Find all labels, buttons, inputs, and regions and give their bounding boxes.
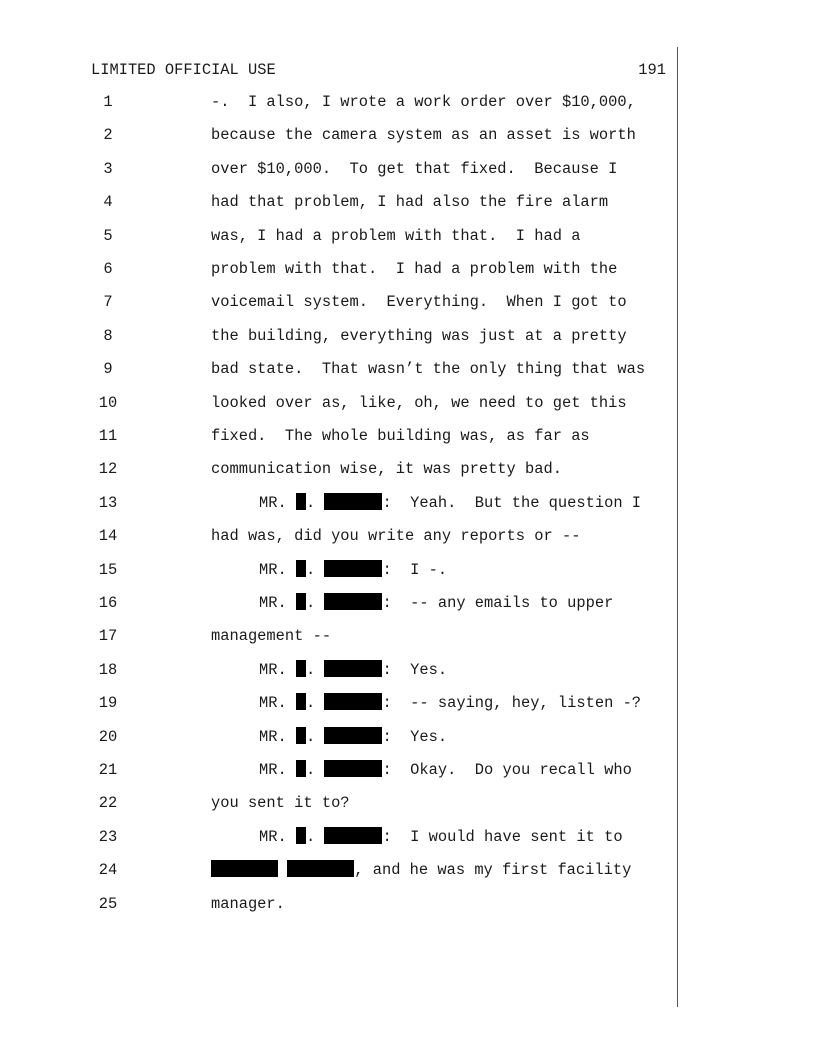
line-text	[211, 894, 285, 914]
line-text	[259, 727, 447, 747]
redaction-block	[324, 493, 382, 510]
transcript-line	[0, 526, 677, 559]
line-text	[211, 226, 580, 246]
line-text	[211, 92, 636, 112]
transcript-line	[0, 192, 677, 225]
transcript-line	[0, 459, 677, 492]
line-content: was, I had a problem with that. I had a	[211, 226, 581, 245]
line-number: 24	[98, 861, 118, 880]
transcript-line	[0, 626, 677, 659]
line-content: had that problem, I had also the fire alarm	[211, 193, 609, 212]
transcript-line	[0, 894, 677, 927]
line-number: 17	[98, 627, 118, 646]
redaction-block	[296, 593, 306, 610]
line-number: 18	[98, 660, 118, 679]
line-text	[211, 626, 331, 646]
line-number: 1	[103, 93, 113, 111]
speaker-prefix: MR.	[259, 727, 296, 746]
transcript-line	[0, 693, 677, 726]
speaker-prefix: MR.	[259, 594, 296, 612]
transcript-line	[0, 593, 677, 626]
speaker-prefix: MR.	[259, 761, 296, 779]
speaker-separator: .	[305, 727, 325, 746]
line-number: 14	[98, 527, 118, 546]
line-number: 23	[98, 827, 118, 846]
line-text	[211, 459, 562, 479]
line-content: : -- saying, hey, listen -?	[382, 694, 642, 713]
line-text	[211, 326, 627, 346]
transcript-line	[0, 426, 677, 459]
redaction-block	[324, 727, 382, 744]
line-content: : Yeah. But the question I	[382, 493, 642, 512]
redaction-block	[324, 760, 382, 777]
transcript-line	[0, 660, 677, 693]
line-text	[211, 159, 617, 179]
line-text	[259, 660, 447, 680]
line-text	[211, 860, 631, 880]
speaker-prefix: MR.	[259, 660, 296, 679]
speaker-separator: .	[305, 761, 325, 779]
line-text	[211, 125, 636, 145]
transcript-line	[0, 727, 677, 760]
redaction-block	[296, 660, 306, 677]
line-number: 4	[103, 193, 113, 212]
line-number: 21	[98, 761, 118, 779]
line-text	[211, 192, 608, 212]
line-number: 9	[103, 360, 113, 379]
line-content: manager.	[211, 894, 285, 913]
line-text	[211, 526, 580, 546]
redaction-block	[324, 593, 382, 610]
redaction-block	[324, 560, 382, 577]
line-text	[211, 359, 645, 379]
transcript-line	[0, 860, 677, 893]
line-content: : Yes.	[382, 660, 448, 679]
document-header-label: LIMITED OFFICIAL USE	[91, 61, 276, 79]
redaction-block	[324, 660, 382, 677]
line-content: communication wise, it was pretty bad.	[211, 460, 562, 479]
line-content: fixed. The whole building was, as far as	[211, 427, 590, 445]
line-text	[211, 292, 627, 312]
line-content: over $10,000. To get that fixed. Because I	[211, 159, 618, 178]
redaction-block	[287, 860, 354, 877]
page-number: 191	[638, 61, 666, 79]
transcript-line	[0, 159, 677, 192]
line-number: 20	[98, 727, 118, 746]
transcript-line	[0, 125, 677, 158]
transcript-line	[0, 92, 677, 125]
transcript-line	[0, 560, 677, 593]
transcript-line	[0, 393, 677, 426]
speaker-separator: .	[305, 827, 325, 846]
line-content: problem with that. I had a problem with the	[211, 260, 618, 278]
speaker-prefix: MR.	[259, 827, 296, 846]
line-text	[259, 560, 447, 580]
redaction-block	[296, 760, 306, 777]
line-content: -. I also, I wrote a work order over $10,000,	[211, 93, 636, 111]
line-number: 16	[98, 594, 118, 612]
line-number: 12	[98, 460, 118, 479]
line-text	[259, 827, 623, 847]
redaction-block	[324, 827, 382, 844]
redaction-block	[296, 493, 306, 510]
line-number: 7	[103, 293, 113, 312]
line-content: looked over as, like, oh, we need to get this	[211, 393, 627, 412]
transcript-line	[0, 326, 677, 359]
line-text	[211, 426, 590, 446]
line-content: you sent it to?	[211, 794, 350, 813]
transcript-line	[0, 359, 677, 392]
speaker-prefix: MR.	[259, 493, 296, 512]
right-margin-rule	[677, 47, 678, 1007]
redaction-block	[324, 693, 382, 710]
line-number: 2	[103, 126, 113, 145]
transcript-line	[0, 292, 677, 325]
redaction-block	[296, 693, 306, 710]
line-number: 25	[98, 894, 118, 913]
line-content: : Yes.	[382, 727, 448, 746]
line-text	[211, 793, 350, 813]
line-content: voicemail system. Everything. When I got to	[211, 293, 627, 312]
line-content: bad state. That wasn’t the only thing that was	[211, 360, 646, 379]
line-text	[259, 593, 613, 613]
line-content: : I -.	[382, 560, 448, 579]
redaction-gap	[278, 861, 287, 879]
line-text	[211, 259, 617, 279]
line-content: : I would have sent it to	[382, 827, 623, 846]
line-number: 8	[103, 326, 113, 345]
line-number: 13	[98, 493, 118, 512]
line-number: 15	[98, 560, 118, 579]
line-content: because the camera system as an asset is worth	[211, 126, 636, 145]
line-number: 10	[98, 393, 118, 412]
speaker-separator: .	[305, 493, 325, 512]
line-text	[259, 693, 641, 713]
transcript-line	[0, 760, 677, 793]
transcript-line	[0, 259, 677, 292]
speaker-separator: .	[305, 694, 325, 713]
line-number: 22	[98, 794, 118, 813]
transcript-line	[0, 493, 677, 526]
transcript-line	[0, 793, 677, 826]
transcript-line	[0, 226, 677, 259]
line-number: 3	[103, 159, 113, 178]
line-number: 19	[98, 694, 118, 713]
line-content: had was, did you write any reports or --	[211, 527, 581, 546]
speaker-separator: .	[305, 594, 325, 612]
line-content: management --	[211, 627, 332, 646]
redaction-block	[296, 727, 306, 744]
redaction-block	[296, 827, 306, 844]
speaker-separator: .	[305, 560, 325, 579]
line-content: : -- any emails to upper	[382, 594, 614, 612]
line-number: 11	[98, 427, 118, 445]
speaker-prefix: MR.	[259, 560, 296, 579]
line-number: 5	[103, 226, 113, 245]
line-text	[211, 393, 627, 413]
line-content: : Okay. Do you recall who	[382, 761, 632, 779]
line-text	[259, 760, 632, 780]
redaction-block	[296, 560, 306, 577]
speaker-prefix: MR.	[259, 694, 296, 713]
line-content: the building, everything was just at a pretty	[211, 326, 627, 345]
redaction-block	[211, 860, 278, 877]
line-content: , and he was my first facility	[354, 861, 632, 880]
speaker-separator: .	[305, 660, 325, 679]
transcript-line	[0, 827, 677, 860]
line-number: 6	[103, 260, 113, 278]
line-text	[259, 493, 641, 513]
